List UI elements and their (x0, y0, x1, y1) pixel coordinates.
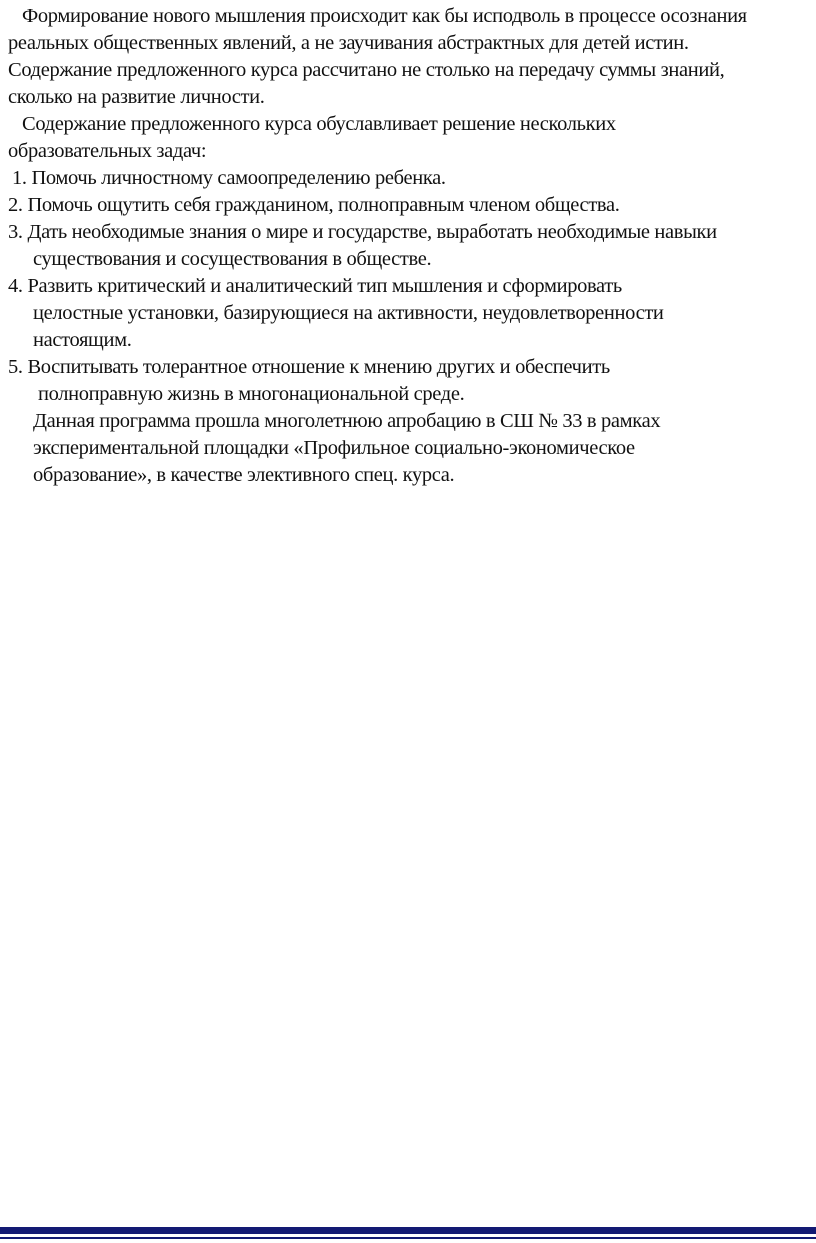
list-item-3-line-2: существования и сосуществования в обществе. (33, 248, 432, 270)
paragraph-3-line-3: образование», в качестве элективного спец. курса. (33, 464, 455, 486)
footer-rule-thin (0, 1237, 816, 1239)
paragraph-2-line-2: образовательных задач: (8, 140, 207, 162)
list-item-2: 2. Помочь ощутить себя гражданином, полноправным членом общества. (8, 194, 620, 216)
list-item-5-line-2: полноправную жизнь в многонациональной среде. (38, 383, 465, 405)
paragraph-3-line-1: Данная программа прошла многолетнюю апробацию в СШ № 33 в рамках (33, 410, 661, 432)
list-item-3-line-1: 3. Дать необходимые знания о мире и государстве, выработать необходимые навыки (8, 221, 717, 243)
paragraph-1-line-4: сколько на развитие личности. (8, 86, 265, 108)
paragraph-3-line-2: экспериментальной площадки «Профильное социально-экономическое (33, 437, 635, 459)
paragraph-2-line-1: Содержание предложенного курса обуславливает решение нескольких (22, 113, 616, 135)
paragraph-1-line-2: реальных общественных явлений, а не заучивания абстрактных для детей истин. (8, 32, 689, 54)
list-item-1: 1. Помочь личностному самоопределению ребенка. (12, 167, 446, 189)
list-item-5-line-1: 5. Воспитывать толерантное отношение к мнению других и обеспечить (8, 356, 610, 378)
list-item-4-line-2: целостные установки, базирующиеся на активности, неудовлетворенности (33, 302, 664, 324)
list-item-4-line-1: 4. Развить критический и аналитический тип мышления и сформировать (8, 275, 622, 297)
paragraph-1-line-3: Содержание предложенного курса рассчитано не столько на передачу суммы знаний, (8, 59, 725, 81)
list-item-4-line-3: настоящим. (33, 329, 132, 351)
footer-rule-thick (0, 1227, 816, 1234)
paragraph-1-line-1: Формирование нового мышления происходит как бы исподволь в процессе осознания (22, 5, 747, 27)
